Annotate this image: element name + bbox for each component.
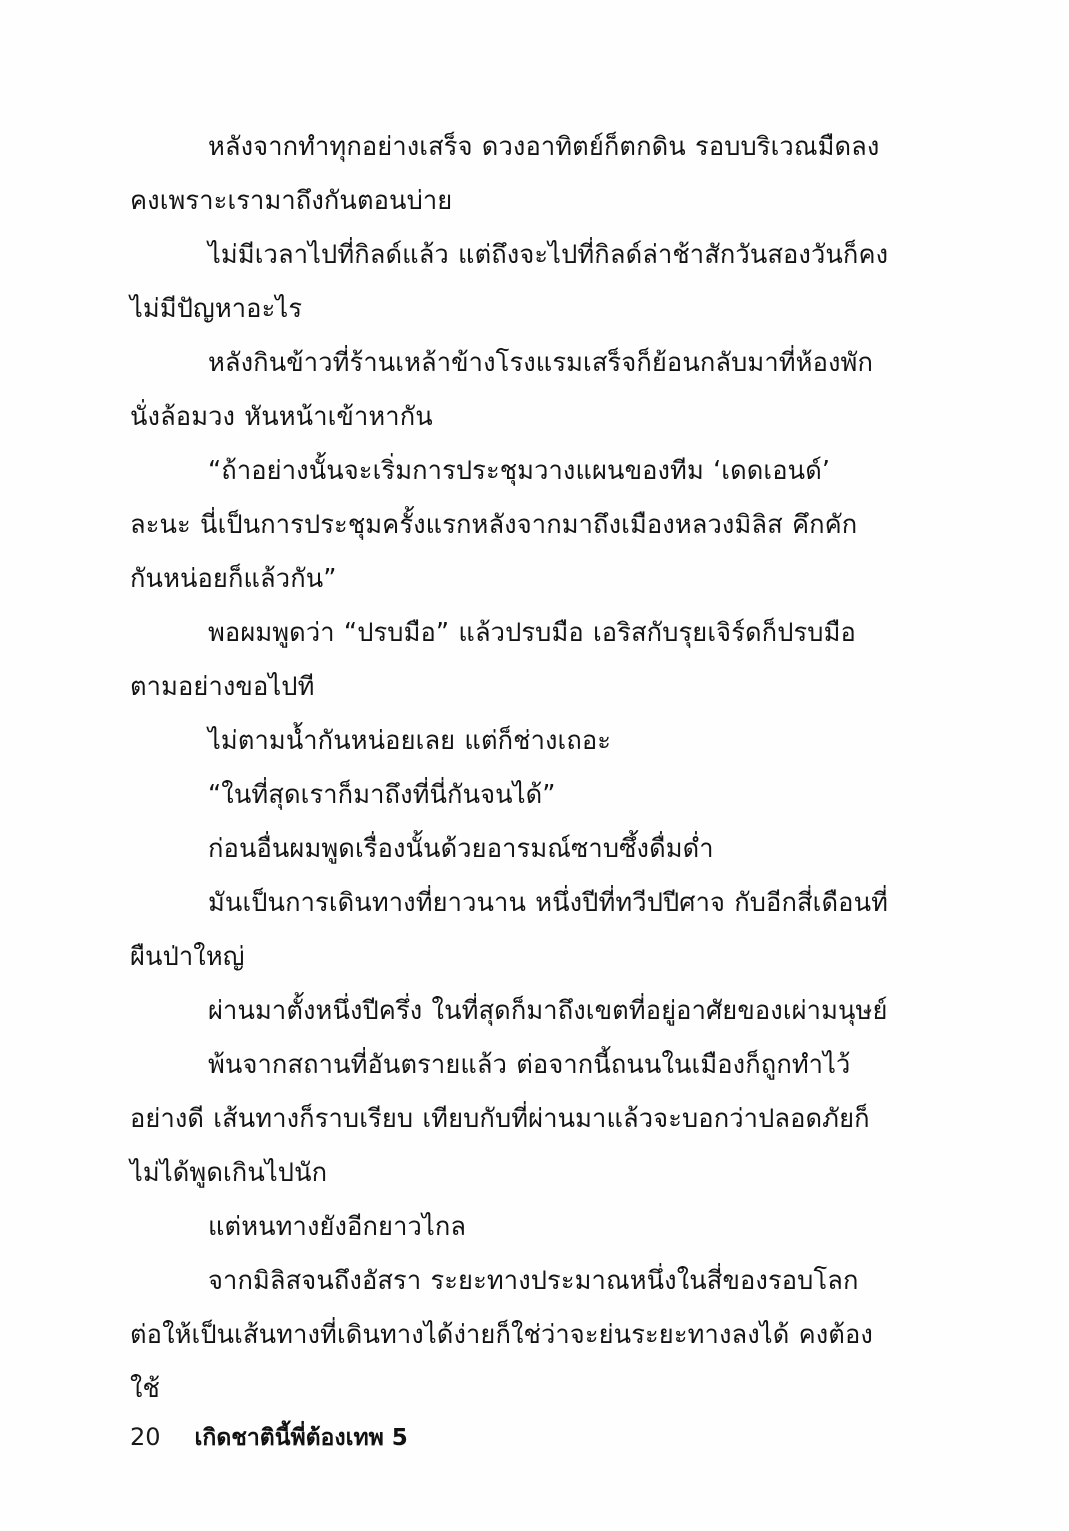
paragraph: หลังจากทำทุกอย่างเสร็จ ดวงอาทิตย์ก็ตกดิน รอบบริเวณมืดลง คงเพราะเรามาถึงกันตอนบ่าย	[130, 132, 880, 216]
paragraph: ไม่มีเวลาไปที่กิลด์แล้ว แต่ถึงจะไปที่กิลด์ล่าช้าสักวันสองวันก็คงไม่มีปัญหาอะไร	[130, 240, 889, 324]
book-title: เกิดชาตินี้พี่ต้องเทพ 5	[194, 1425, 408, 1451]
page-number: 20	[130, 1423, 161, 1451]
paragraph: ก่อนอื่นผมพูดเรื่องนั้นด้วยอารมณ์ซาบซึ้งดื่มด่ำ	[208, 834, 714, 864]
paragraph: มันเป็นการเดินทางที่ยาวนาน หนึ่งปีที่ทวีปปีศาจ กับอีกสี่เดือนที่ผืนป่าใหญ่	[130, 888, 889, 972]
paragraph: แต่หนทางยังอีกยาวไกล	[208, 1212, 467, 1242]
paragraph: พ้นจากสถานที่อันตรายแล้ว ต่อจากนี้ถนนในเมืองก็ถูกทำไว้อย่างดี เส้นทางก็ราบเรียบ เทียบกับที่ผ่านมาแล้วจะบอกว่าปลอดภัยก็ไม่ได้พูดเกินไปนัก	[130, 1050, 870, 1188]
paragraph: จากมิลิสจนถึงอัสรา ระยะทางประมาณหนึ่งในสี่ของรอบโลก ต่อให้เป็นเส้นทางที่เดินทางได้ง่ายก็ใช่ว่าจะย่นระยะทางลงได้ คงต้องใช้	[130, 1266, 873, 1404]
paragraph: “ในที่สุดเราก็มาถึงที่นี่กันจนได้”	[208, 780, 556, 810]
paragraph: ไม่ตามน้ำกันหน่อยเลย แต่ก็ช่างเถอะ	[208, 726, 612, 756]
body-text	[130, 120, 890, 1416]
page-footer	[130, 1420, 408, 1456]
paragraph: “ถ้าอย่างนั้นจะเริ่มการประชุมวางแผนของทีม ‘เดดเอนด์’ ละนะ นี่เป็นการประชุมครั้งแรกหลังจากมาถึงเมืองหลวงมิลิส คึกคักกันหน่อยก็แล้วกัน”	[130, 456, 858, 594]
paragraph: ผ่านมาตั้งหนึ่งปีครึ่ง ในที่สุดก็มาถึงเขตที่อยู่อาศัยของเผ่ามนุษย์	[208, 996, 888, 1026]
paragraph: พอผมพูดว่า “ปรบมือ” แล้วปรบมือ เอริสกับรุยเจิร์ดก็ปรบมือตามอย่างขอไปที	[130, 618, 856, 702]
paragraph: หลังกินข้าวที่ร้านเหล้าข้างโรงแรมเสร็จก็ย้อนกลับมาที่ห้องพัก นั่งล้อมวง หันหน้าเข้าหากัน	[130, 348, 873, 432]
